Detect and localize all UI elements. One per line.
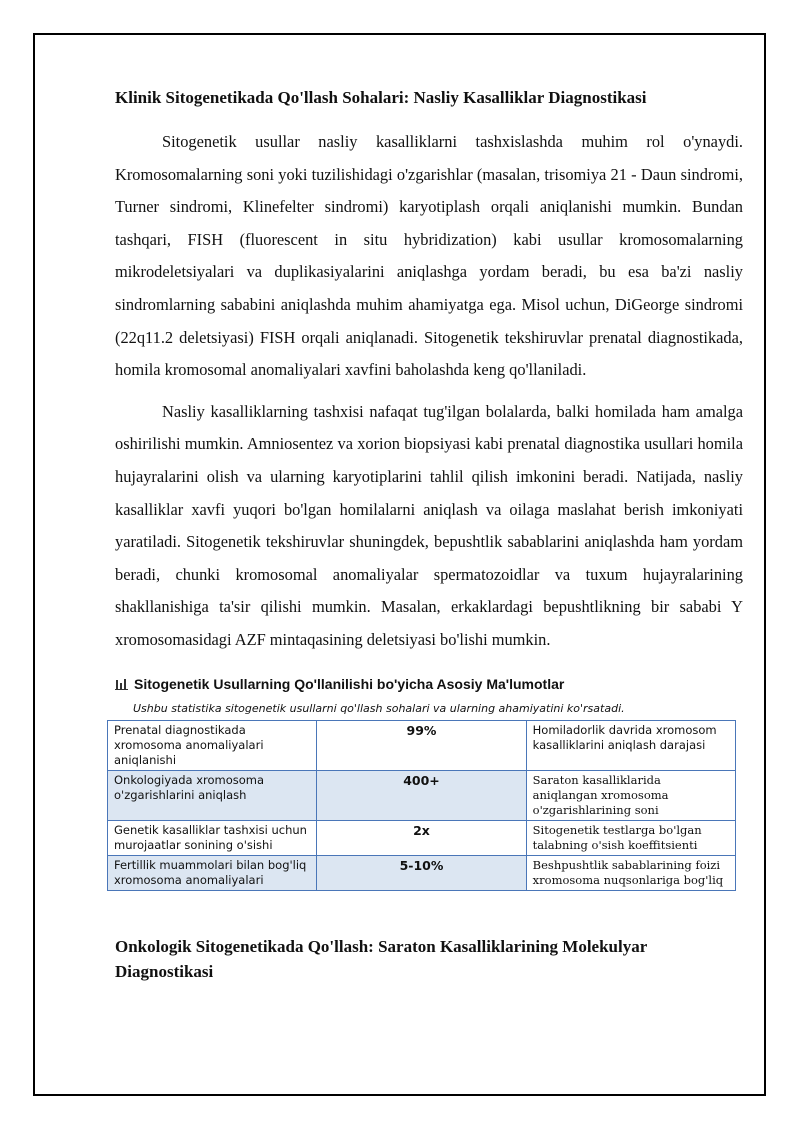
stats-title-text: Sitogenetik Usullarning Qo'llanilishi bo'yicha Asosiy Ma'lumotlar xyxy=(134,675,565,692)
stat-description: Sitogenetik testlarga bo'lgan talabning o'sish koeffitsienti xyxy=(526,820,735,855)
stat-label: Prenatal diagnostikada xromosoma anomaliyalari aniqlanishi xyxy=(108,720,317,770)
stats-subtitle: Ushbu statistika sitogenetik usullarni qo'llash sohalari va ularning ahamiyatini ko'rsatadi. xyxy=(133,701,625,715)
stat-label: Genetik kasalliklar tashxisi uchun murojaatlar sonining o'sishi xyxy=(108,820,317,855)
paragraph-prenatal-diagnosis: Nasliy kasalliklarning tashxisi nafaqat tug'ilgan bolalarda, balki homilada ham amalga oshirilishi mumkin. Amniosentez va xorion biopsiyasi kabi prenatal diagnostika usullari homila hujayralarini olish va ularning karyotiplarini tahlil qilish imkonini beradi. Natijada, nasliy kasalliklar xavfi yuqori bo'lgan homilalarni aniqlash va oilaga maslahat berish imkoniyati yaratiladi. Sitogenetik tekshiruvlar shuningdek, bepushtlik sabablarini aniqlashda ham yordam beradi, chunki kromosomal anomaliyalar spermatozoidlar va tuxum hujayralarining shakllanishiga ta'sir qilishi mumkin. Masalan, erkaklardagi bepushtlikning bir sababi Y xromosomasidagi AZF mintaqasining deletsiyasi bo'lishi mumkin. xyxy=(115,401,743,649)
table-row xyxy=(108,820,736,855)
stat-description: Homiladorlik davrida xromosom kasalliklarini aniqlash darajasi xyxy=(526,720,735,770)
document-content xyxy=(115,86,743,984)
stat-value: 2x xyxy=(317,820,526,855)
table-row xyxy=(108,855,736,890)
stat-label: Fertillik muammolari bilan bog'liq xromosoma anomaliyalari xyxy=(108,855,317,890)
paragraph-cytogenetic-methods: Sitogenetik usullar nasliy kasalliklarni tashxislashda muhim rol o'ynaydi. Kromosomalarning soni yoki tuzilishidagi o'zgarishlar (masalan, trisomiya 21 - Daun sindromi, Turner sindromi, Klinefelter sindromi) karyotiplash orqali aniqlanishi mumkin. Bundan tashqari, FISH (fluorescent in situ hybridization) kabi usullar kromosomalarning mikrodeletsiyalari va duplikasiyalarini aniqlashga yordam beradi, bu esa ba'zi nasliy sindromlarning sababini aniqlashda muhim ahamiyatga ega. Misol uchun, DiGeorge sindromi (22q11.2 deletsiyasi) FISH orqali aniqlanadi. Sitogenetik tekshiruvlar prenatal diagnostikada, homila kromosomal anomaliyalari xavfini baholashda keng qo'llaniladi. xyxy=(115,132,743,380)
stat-value: 5-10% xyxy=(317,855,526,890)
section-heading-hereditary-diagnostics: Klinik Sitogenetikada Qo'llash Sohalari: Nasliy Kasalliklar Diagnostikasi xyxy=(115,88,647,107)
stat-label: Onkologiyada xromosoma o'zgarishlarini aniqlash xyxy=(108,770,317,820)
stats-title xyxy=(115,673,743,695)
bar-chart-icon xyxy=(115,678,128,690)
stats-table xyxy=(107,720,736,891)
table-row xyxy=(108,770,736,820)
stat-description: Beshpushtlik sabablarining foizi xromosoma nuqsonlariga bog'liq xyxy=(526,855,735,890)
stat-value: 99% xyxy=(317,720,526,770)
stat-description: Saraton kasalliklarida aniqlangan xromosoma o'zgarishlarining soni xyxy=(526,770,735,820)
table-row xyxy=(108,720,736,770)
section-heading-oncologic-cytogenetics: Onkologik Sitogenetikada Qo'llash: Saraton Kasalliklarining Molekulyar Diagnostikasi xyxy=(115,936,647,981)
stat-value: 400+ xyxy=(317,770,526,820)
